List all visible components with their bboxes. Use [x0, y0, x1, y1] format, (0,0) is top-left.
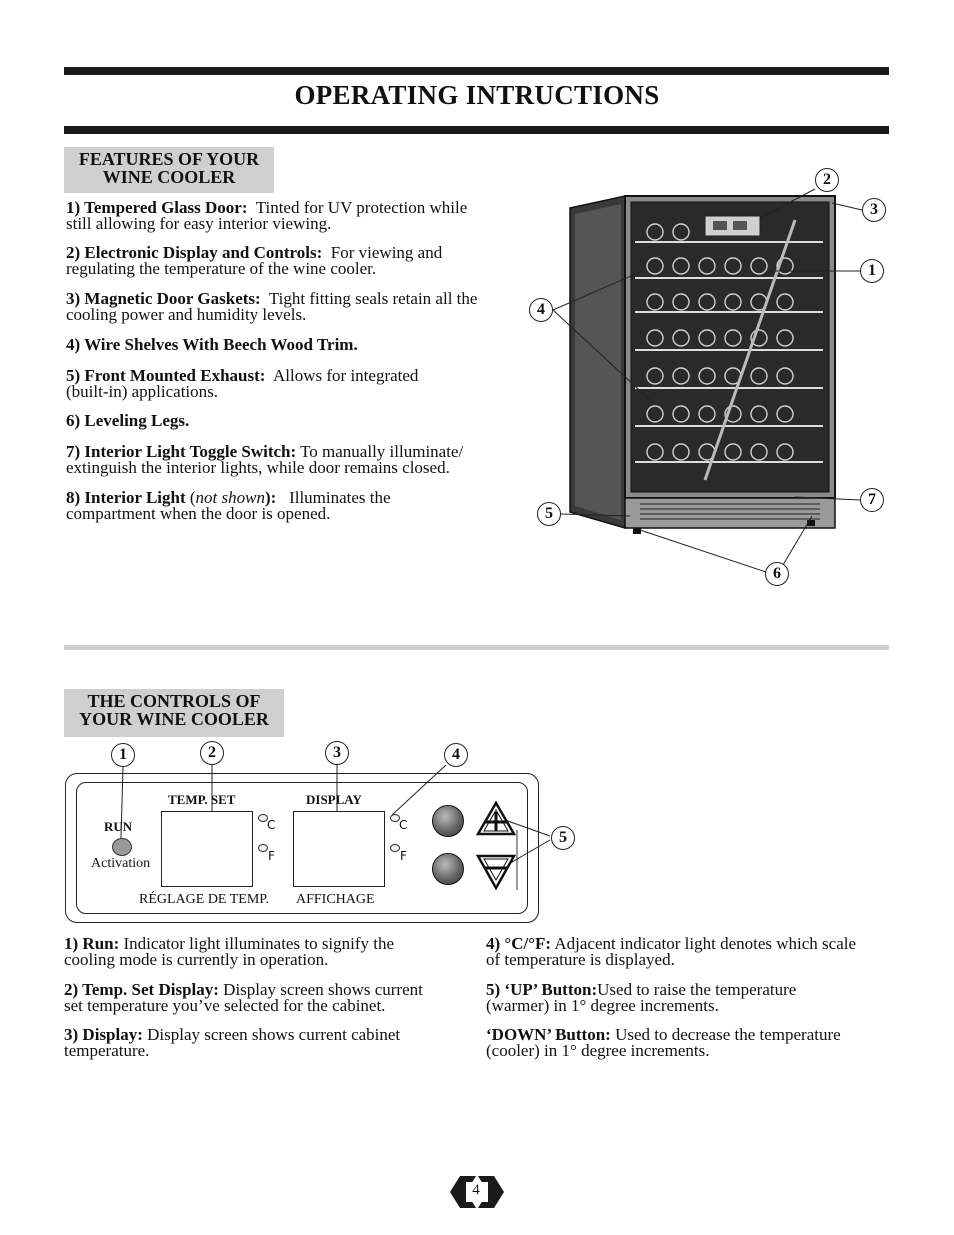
up-down-buttons	[476, 800, 520, 892]
temp-set-label: TEMP. SET	[168, 792, 236, 807]
feature-item-7: 7) Interior Light Toggle Switch: To manually illuminate/ extinguish the interior lights, while door remains closed.	[66, 442, 464, 477]
display-c-label: C	[399, 818, 408, 832]
display-label: DISPLAY	[306, 792, 362, 807]
control-desc-2: 2) Temp. Set Display: Display screen shows current set temperature you’ve selected for the cabinet.	[64, 980, 423, 1015]
control-desc-5: 5) ‘UP’ Button:Used to raise the temperature (warmer) in 1° degree increments.	[486, 980, 797, 1015]
feature-item-3: 3) Magnetic Door Gaskets: Tight fitting seals retain all the cooling power and humidity levels.	[66, 289, 478, 324]
display-window-b	[733, 221, 747, 230]
temp-set-c-label: C	[267, 818, 276, 832]
page-number: 4	[472, 1182, 480, 1198]
feature-item-8: 8) Interior Light (not shown): Illuminates the compartment when the door is opened.	[66, 488, 391, 523]
callout-2: 2	[815, 168, 839, 192]
run-indicator-light	[112, 838, 132, 856]
leveling-leg-left	[633, 528, 641, 534]
feature-item-5: 5) Front Mounted Exhaust: Allows for integrated (built-in) applications.	[66, 366, 419, 401]
control-desc-4: 4) °C/°F: Adjacent indicator light denotes which scale of temperature is displayed.	[486, 934, 857, 969]
wine-cooler-illustration	[555, 190, 845, 535]
controls-callout-2: 2	[200, 741, 224, 765]
down-knob[interactable]	[432, 853, 464, 885]
callout-7: 7	[860, 488, 884, 512]
top-rule	[64, 67, 889, 75]
activation-label: Activation	[91, 856, 151, 871]
title-bottom-rule	[64, 126, 889, 134]
up-knob[interactable]	[432, 805, 464, 837]
controls-callout-4: 4	[444, 743, 468, 767]
controls-callout-5: 5	[551, 826, 575, 850]
display-screen	[293, 811, 385, 887]
affichage-label: AFFICHAGE	[296, 892, 375, 907]
reglage-label: RÉGLAGE DE TEMP.	[139, 892, 270, 907]
callout-6: 6	[765, 562, 789, 586]
control-desc-3: 3) Display: Display screen shows current cabinet temperature.	[64, 1025, 401, 1060]
section-divider	[64, 645, 889, 650]
kick-plate	[625, 498, 835, 528]
leveling-leg-right	[807, 520, 815, 526]
feature-item-6: 6) Leveling Legs.	[66, 411, 190, 430]
controls-callout-1: 1	[111, 743, 135, 767]
display-f-led	[390, 844, 400, 852]
feature-item-4: 4) Wire Shelves With Beech Wood Trim.	[66, 335, 358, 354]
up-button-icon[interactable]	[478, 803, 514, 834]
feature-item-1: 1) Tempered Glass Door: Tinted for UV protection while still allowing for easy interior viewing.	[66, 198, 468, 233]
control-desc-1: 1) Run: Indicator light illuminates to signify the cooling mode is currently in operation.	[64, 934, 395, 969]
callout-5: 5	[537, 502, 561, 526]
controls-callout-3: 3	[325, 741, 349, 765]
control-desc-6: ‘DOWN’ Button: Used to decrease the temperature (cooler) in 1° degree increments.	[486, 1025, 841, 1060]
run-label: RUN	[104, 819, 133, 834]
features-heading: FEATURES OF YOUR WINE COOLER	[64, 147, 274, 193]
callout-1: 1	[860, 259, 884, 283]
callout-3: 3	[862, 198, 886, 222]
temp-set-f-led	[258, 844, 268, 852]
cabinet-side-shade	[575, 204, 621, 520]
controls-heading: THE CONTROLS OF YOUR WINE COOLER	[64, 689, 284, 737]
callout-4: 4	[529, 298, 553, 322]
display-f-label: F	[400, 849, 407, 863]
feature-item-2: 2) Electronic Display and Controls: For viewing and regulating the temperature of the wine cooler.	[66, 243, 443, 278]
page-title: OPERATING INTRUCTIONS	[294, 80, 660, 110]
glass-door	[631, 202, 829, 492]
display-window-a	[713, 221, 727, 230]
temp-set-screen	[161, 811, 253, 887]
down-button-icon[interactable]	[478, 856, 514, 888]
temp-set-f-label: F	[268, 849, 275, 863]
